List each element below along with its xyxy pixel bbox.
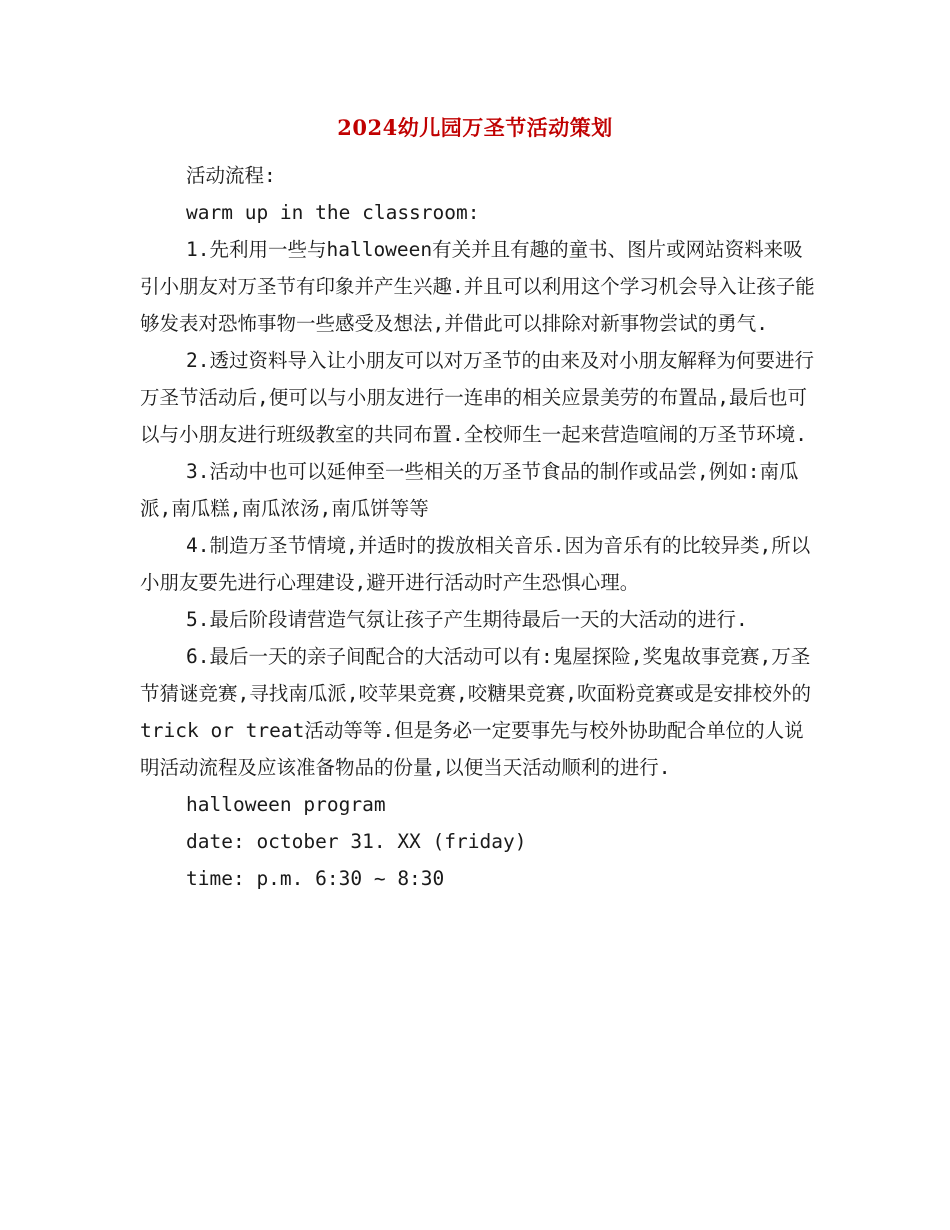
paragraph-process-heading: 活动流程: bbox=[186, 164, 276, 187]
document-body bbox=[140, 157, 820, 897]
paragraph-step-4: 4.制造万圣节情境,并适时的拨放相关音乐.因为音乐有的比较异类,所以小朋友要先进行心理建设,避开进行活动时产生恐惧心理。 bbox=[140, 534, 811, 594]
paragraph-program-title: halloween program bbox=[186, 793, 386, 816]
paragraph-step-3: 3.活动中也可以延伸至一些相关的万圣节食品的制作或品尝,例如:南瓜派,南瓜糕,南瓜浓汤,南瓜饼等等 bbox=[140, 460, 799, 520]
paragraph-step-5: 5.最后阶段请营造气氛让孩子产生期待最后一天的大活动的进行. bbox=[186, 608, 748, 631]
paragraph-step-1: 1.先利用一些与halloween有关并且有趣的童书、图片或网站资料来吸引小朋友对万圣节有印象并产生兴趣.并且可以利用这个学习机会导入让孩子能够发表对恐怖事物一些感受及想法,并借此可以排除对新事物尝试的勇气. bbox=[140, 238, 815, 335]
document-title: 2024幼儿园万圣节活动策划 bbox=[337, 115, 613, 140]
paragraph-date: date: october 31. XX (friday) bbox=[186, 830, 527, 853]
paragraph-step-6: 6.最后一天的亲子间配合的大活动可以有:鬼屋探险,奖鬼故事竞赛,万圣节猜谜竞赛,寻找南瓜派,咬苹果竞赛,咬糖果竞赛,吹面粉竞赛或是安排校外的trick or treat活动等等.但是务必一定要事先与校外协助配合单位的人说明活动流程及应该准备物品的份量,以便当天活动顺利的进行. bbox=[140, 645, 811, 779]
paragraph-warm-up: warm up in the classroom: bbox=[186, 201, 480, 224]
paragraph-step-2: 2.透过资料导入让小朋友可以对万圣节的由来及对小朋友解释为何要进行万圣节活动后,便可以与小朋友进行一连串的相关应景美劳的布置品,最后也可以与小朋友进行班级教室的共同布置.全校师生一起来营造喧闹的万圣节环境. bbox=[140, 349, 814, 446]
paragraph-time: time: p.m. 6:30 ~ 8:30 bbox=[186, 867, 445, 890]
